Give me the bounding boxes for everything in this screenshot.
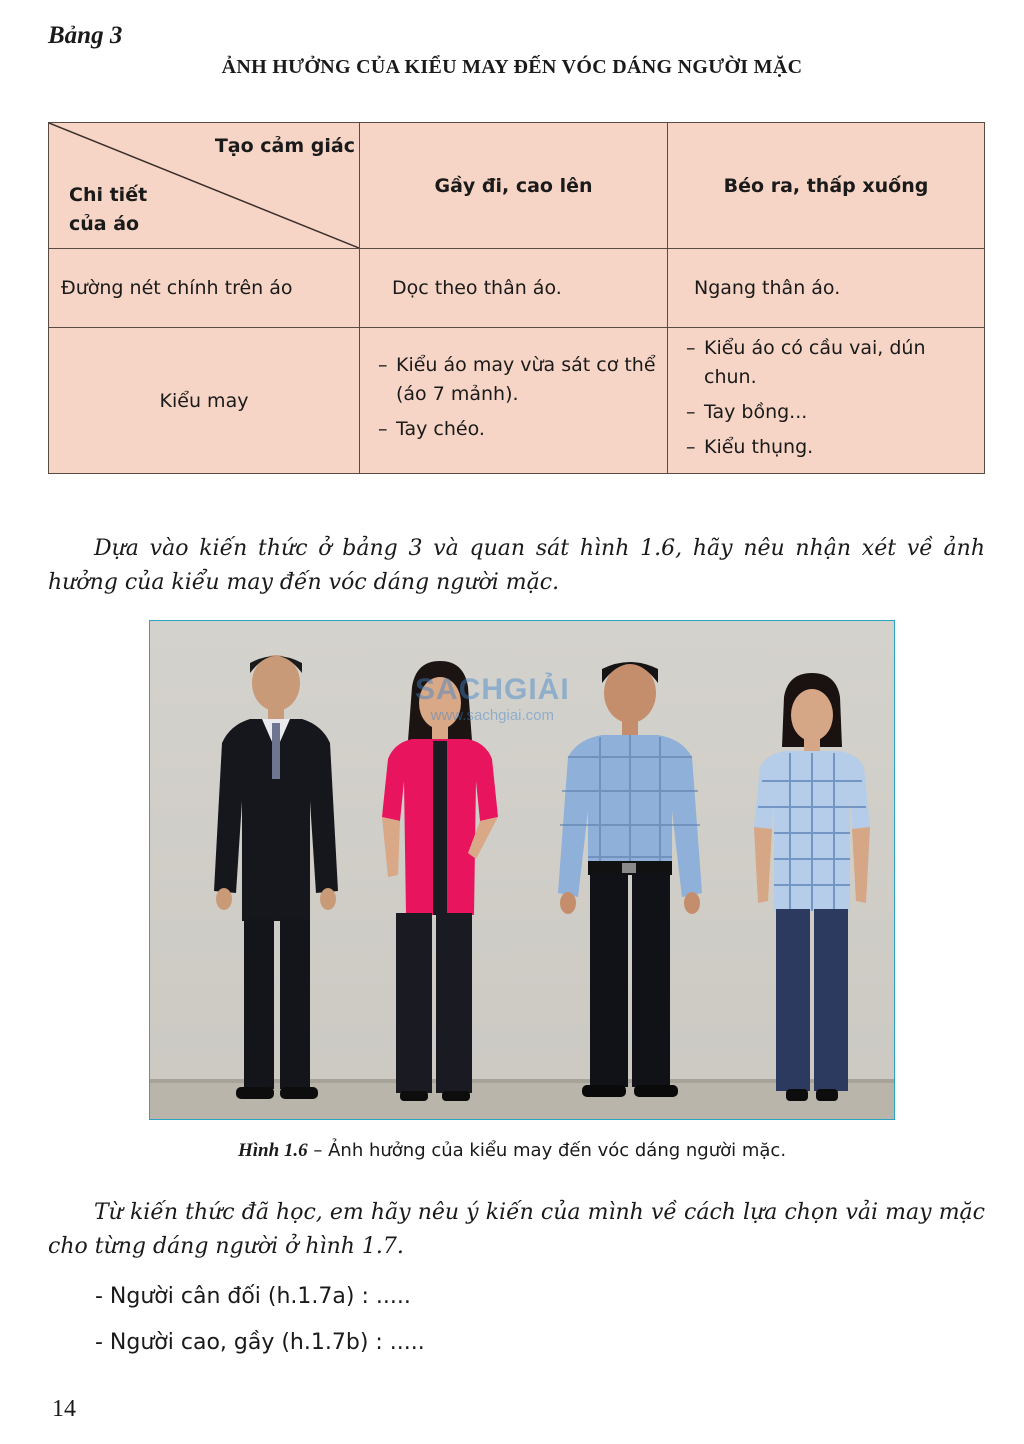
row-label: Đường nét chính trên áo: [49, 249, 360, 328]
table-cell: Dọc theo thân áo.: [360, 249, 668, 328]
person-checked-shirt: [558, 662, 702, 1097]
watermark: [415, 673, 570, 724]
corner-header-cell: [49, 123, 360, 249]
dash-list: [378, 351, 657, 444]
table-cell: [360, 328, 668, 474]
table-cell: Ngang thân áo.: [668, 249, 985, 328]
list-item: – Tay bồng...: [686, 398, 974, 427]
figure-caption: [0, 1140, 1024, 1162]
question-text-2: Từ kiến thức đã học, em hãy nêu ý kiến của mình về cách lựa chọn vải may mặc cho từng dáng người ở hình 1.7.: [48, 1200, 985, 1259]
page-number: 14: [52, 1396, 76, 1422]
question-paragraph-2: [48, 1196, 985, 1264]
row-label: Kiểu may: [49, 328, 360, 474]
person-check-blouse: [754, 673, 870, 1101]
caption-label: Hình 1.6: [237, 1140, 308, 1161]
question-paragraph: [48, 532, 985, 600]
answer-line: - Người cân đối (h.1.7a) : .....: [95, 1284, 411, 1309]
question-text: Dựa vào kiến thức ở bảng 3 và quan sát hình 1.6, hãy nêu nhận xét về ảnh hưởng của kiểu may đến vóc dáng người mặc.: [48, 536, 985, 595]
table-row: [49, 328, 985, 474]
list-item: – Kiểu áo có cầu vai, dún chun.: [686, 334, 974, 392]
table-title: ẢNH HƯỞNG CỦA KIỂU MAY ĐẾN VÓC DÁNG NGƯỜI MẶC: [221, 56, 803, 78]
person-suit: [214, 655, 338, 1099]
corner-header-top: Tạo cảm giác: [214, 135, 355, 157]
answer-line: - Người cao, gầy (h.1.7b) : .....: [95, 1330, 425, 1355]
dash-list: [686, 334, 974, 462]
watermark-logo: SACHGIẢI: [415, 673, 570, 706]
corner-header-bottom: Chi tiết của áo: [69, 184, 148, 235]
col-header-wider: Béo ra, thấp xuống: [668, 123, 985, 249]
table-row: [49, 249, 985, 328]
influence-table: [48, 122, 985, 474]
table-label: Bảng 3: [48, 22, 123, 49]
col-header-thinner: Gầy đi, cao lên: [360, 123, 668, 249]
table-cell: [668, 328, 985, 474]
caption-text: – Ảnh hưởng của kiểu may đến vóc dáng người mặc.: [307, 1140, 787, 1161]
watermark-url: www.sachgiai.com: [430, 707, 555, 724]
person-pink-top: [382, 661, 498, 1101]
list-item: – Kiểu thụng.: [686, 433, 974, 462]
figure-photo: [149, 620, 895, 1120]
list-item: – Kiểu áo may vừa sát cơ thể (áo 7 mảnh).: [378, 351, 657, 409]
list-item: – Tay chéo.: [378, 415, 657, 444]
